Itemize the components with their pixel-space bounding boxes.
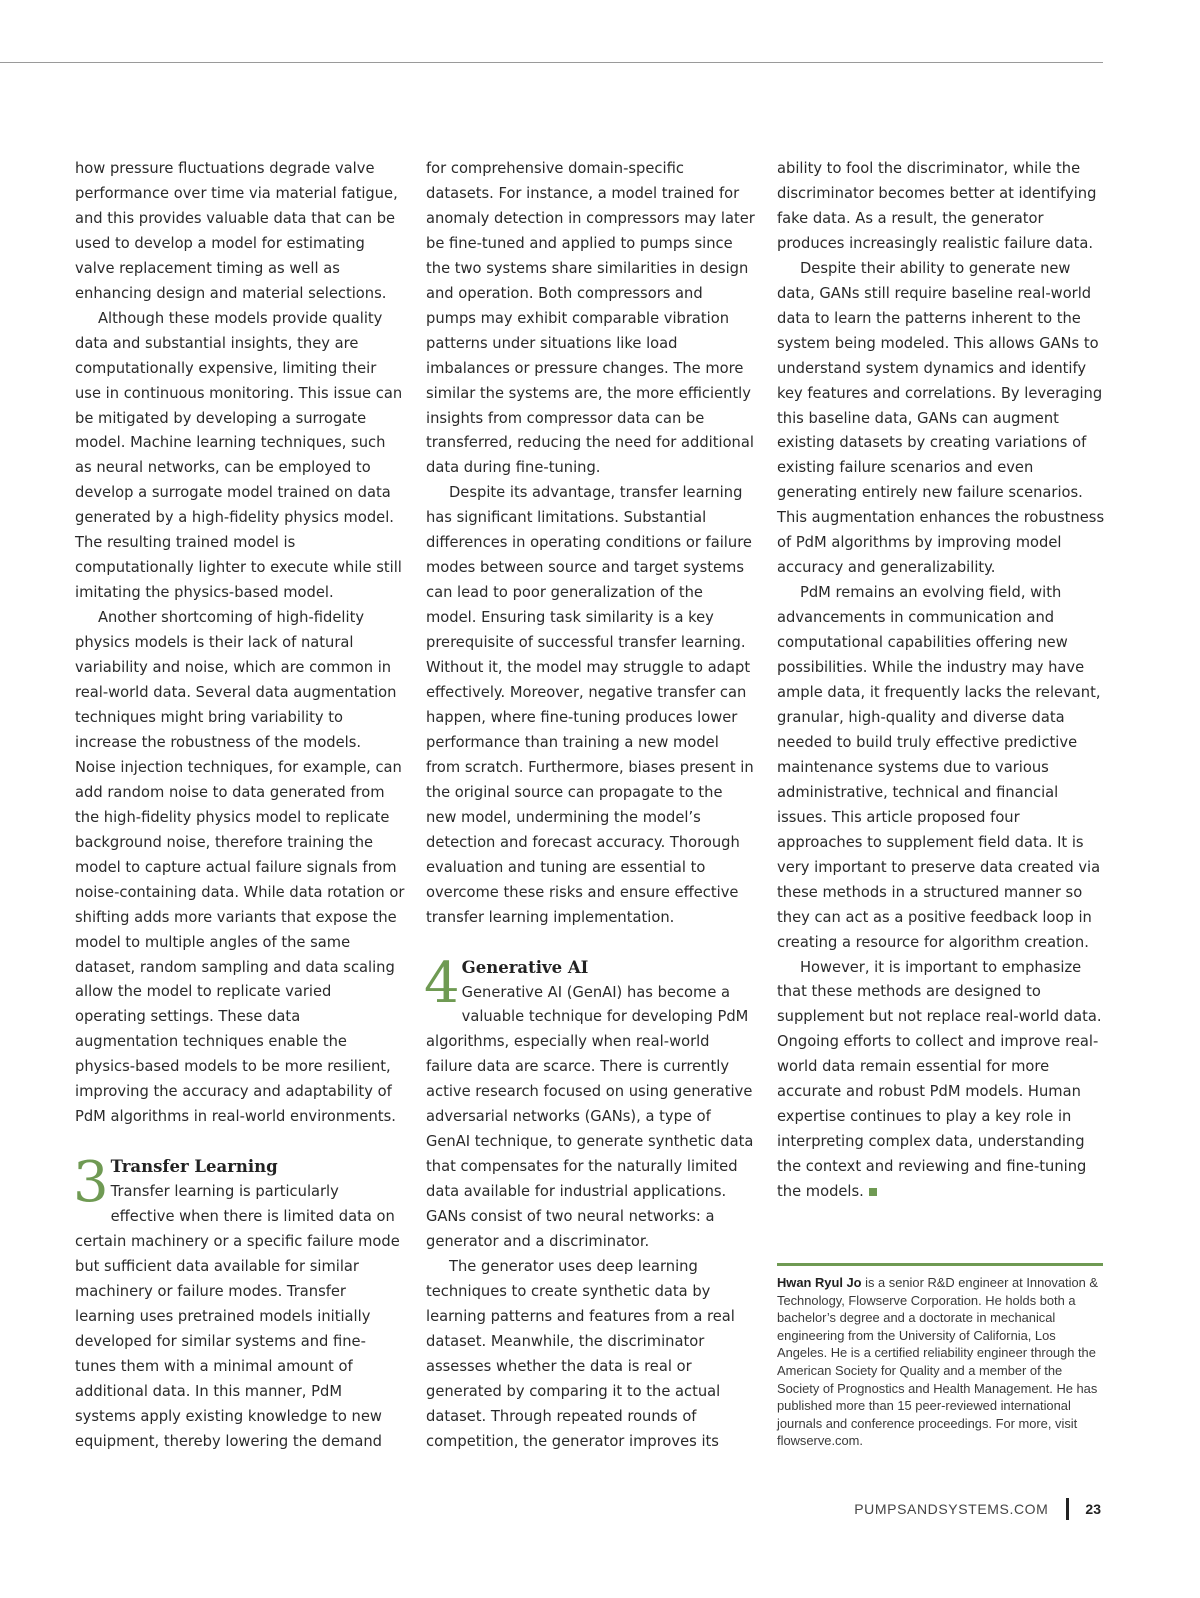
end-mark-icon [869, 1188, 877, 1196]
footer-divider [1066, 1498, 1069, 1520]
paragraph: Another shortcoming of high-fidelity physics models is their lack of natural variability and noise, which are common in real-world data. Several data augmentation techniques might bring variability to increase the robustness of the models. Noise injection techniques, for example, can add random noise to data generated from the high-fidelity physics model to replicate background noise, therefore training the model to capture actual failure signals from noise-containing data. While data rotation or shifting adds more variants that expose the model to multiple angles of the same dataset, random sampling and data scaling allow the model to replicate varied operating settings. These data augmentation techniques enable the physics-based models to be more resilient, improving the accuracy and adaptability of PdM algorithms in real-world environments. [75, 609, 405, 1126]
paragraph [777, 956, 1107, 1206]
closing-text: However, it is important to emphasize that these methods are designed to supplement but not replace real-world data. Ongoing efforts to collect and improve real-world data remain essential for more accurate and robust PdM models. Human expertise continues to play a key role in interpreting complex data, understanding the context and reviewing and fine-tuning the models. [777, 958, 1102, 1201]
paragraph: ability to fool the discriminator, while the discriminator becomes better at identifying fake data. As a result, the generator produces increasingly realistic failure data. [777, 160, 1097, 252]
paragraph: Despite their ability to generate new data, GANs still require baseline real-world data to learn the patterns inherent to the system being modeled. This allows GANs to understand system dynamics and identify key features and correlations. By leveraging this baseline data, GANs can augment existing datasets by creating variations of existing failure scenarios and even generating entirely new failure scenarios. This augmentation enhances the robustness of PdM algorithms by improving model accuracy and generalizability. [777, 259, 1105, 577]
section-number: 4 [424, 950, 460, 1016]
paragraph: Although these models provide quality data and substantial insights, they are computationally expensive, limiting their use in continuous monitoring. This issue can be mitigated by developing a surrogate model. Machine learning techniques, such as neural networks, can be employed to develop a surrogate model trained on data generated by a high-fidelity physics model. The resulting trained model is computationally lighter to execute while still imitating the physics-based model. [75, 309, 403, 602]
page-number: 23 [1085, 1501, 1101, 1517]
author-bio-text: is a senior R&D engineer at Innovation & Technology, Flowserve Corporation. He holds both a bachelor’s degree and a doctorate in mechanical engineering from the University of California, Los Angeles. He is a certified reliability engineer through the American Society for Quality and a member of the Society of Prognostics and Health Management. He has published more than 15 peer-reviewed international journals and conference proceedings. For more, visit flowserve.com. [777, 1275, 1098, 1449]
section-4 [424, 950, 756, 1255]
section-3 [73, 1150, 405, 1454]
article-column-1 [75, 157, 405, 1455]
author-name: Hwan Ryul Jo [777, 1275, 862, 1290]
page-footer [854, 1497, 1101, 1521]
header-rule [0, 62, 1103, 63]
paragraph: The generator uses deep learning techniques to create synthetic data by learning patterns and features from a real dataset. Meanwhile, the discriminator assesses whether the data is real or generated by comparing it to the actual dataset. Through repeated rounds of competition, the generator improves its [426, 1257, 735, 1450]
paragraph: PdM remains an evolving field, with advancements in communication and computational capabilities offering new possibilities. While the industry may have ample data, it frequently lacks the relevant, granular, high-quality and diverse data needed to build truly effective predictive maintenance systems due to various administrative, technical and financial issues. This article proposed four approaches to supplement field data. It is very important to preserve data created via these methods in a structured manner so they can act as a positive feedback loop in creating a resource for algorithm creation. [777, 584, 1101, 951]
section-text: Transfer learning is particularly effective when there is limited data on certain machinery or a specific failure mode but sufficient data available for similar machinery or failure modes. Transfer learning uses pretrained models initially developed for similar systems and fine-tunes them with a minimal amount of additional data. In this manner, PdM systems apply existing knowledge to new equipment, thereby lowering the demand [75, 1183, 400, 1450]
article-column-2 [426, 157, 756, 1455]
section-text: Generative AI (GenAI) has become a valuable technique for developing PdM algorithms, especially when real-world failure data are scarce. There is currently active research focused on using generative adversarial networks (GANs), a type of GenAI technique, to generate synthetic data that compensates for the naturally limited data available for industrial applications. GANs consist of two neural networks: a generator and a discriminator. [426, 983, 754, 1251]
section-title: Transfer Learning [110, 1157, 278, 1177]
author-bio [777, 1263, 1103, 1450]
paragraph: for comprehensive domain-specific datasets. For instance, a model trained for anomaly detection in compressors may later be fine-tuned and applied to pumps since the two systems share similarities in design and operation. Both compressors and pumps may exhibit comparable vibration patterns under situations like load imbalances or pressure changes. The more similar the systems are, the more efficiently insights from compressor data can be transferred, reducing the need for additional data during fine-tuning. [426, 160, 755, 477]
footer-site: PUMPSANDSYSTEMS.COM [854, 1501, 1049, 1517]
paragraph: Despite its advantage, transfer learning has significant limitations. Substantial differences in operating conditions or failure modes between source and target systems can lead to poor generalization of the model. Ensuring task similarity is a key prerequisite of successful transfer learning. Without it, the model may struggle to adapt effectively. Moreover, negative transfer can happen, where fine-tuning produces lower performance than training a new model from scratch. Furthermore, biases present in the original source can propagate to the new model, undermining the model’s detection and forecast accuracy. Thorough evaluation and tuning are essential to overcome these risks and ensure effective transfer learning implementation. [426, 484, 754, 926]
section-number: 3 [73, 1150, 109, 1216]
paragraph: how pressure fluctuations degrade valve performance over time via material fatigue, and this provides valuable data that can be used to develop a model for estimating valve replacement timing as well as enhancing design and material selections. [75, 160, 398, 302]
section-title: Generative AI [461, 957, 589, 977]
article-column-3 [777, 157, 1107, 1205]
